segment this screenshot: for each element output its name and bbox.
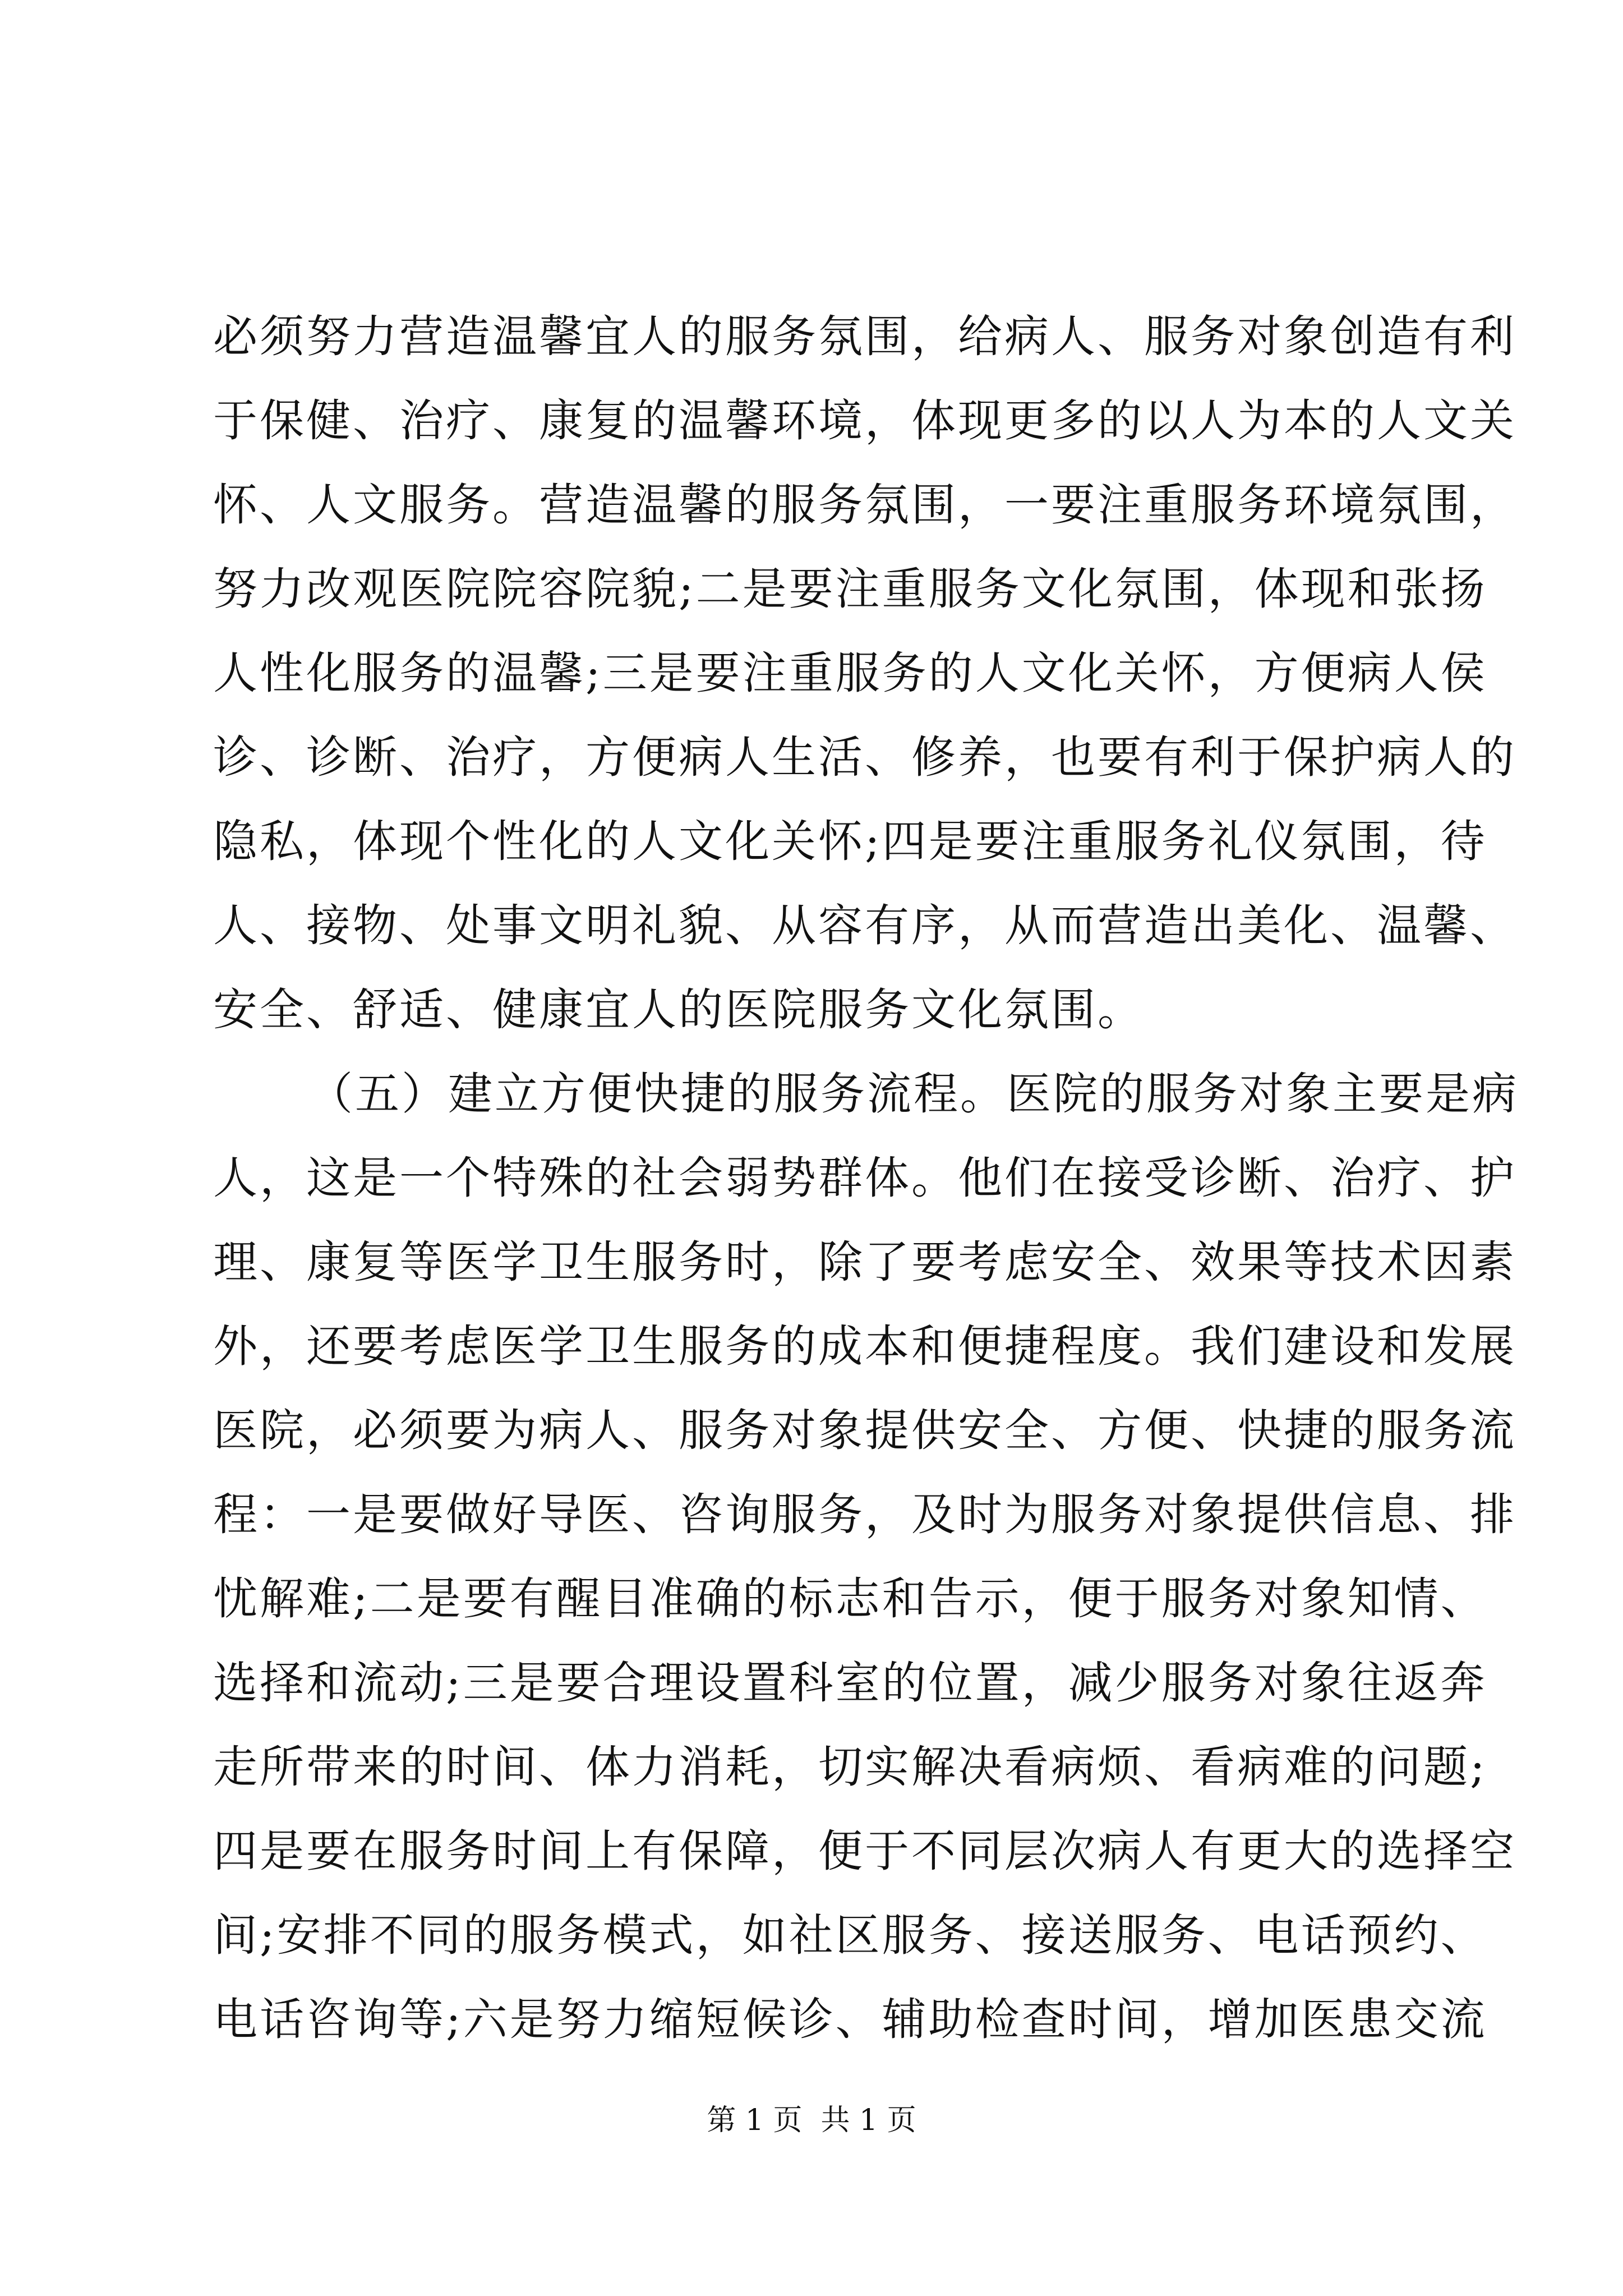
text-line: 于保健、治疗、康复的温馨环境，体现更多的以人为本的人文关 [213,395,1516,447]
text-line: 人性化服务的温馨;三是要注重服务的人文化关怀，方便病人侯 [213,647,1487,699]
text-line: 安全、舒适、健康宜人的医院服务文化氛围。 [213,984,1144,1036]
paragraph-first-line: （五）建立方便快捷的服务流程。医院的服务对象主要是病 [308,1068,1519,1120]
text-line: 四是要在服务时间上有保障，便于不同层次病人有更大的选择空 [213,1825,1516,1877]
text-line: 间;安排不同的服务模式，如社区服务、接送服务、电话预约、 [213,1910,1487,1961]
text-line: 隐私，体现个性化的人文化关怀;四是要注重服务礼仪氛围，待 [213,816,1487,867]
text-line: 程：一是要做好导医、咨询服务，及时为服务对象提供信息、排 [213,1489,1516,1540]
text-line: 怀、人文服务。营造温馨的服务氛围，一要注重服务环境氛围， [213,479,1516,531]
text-line: 忧解难;二是要有醒目准确的标志和告示，便于服务对象知情、 [213,1573,1487,1625]
page-number-footer: 第 1 页 共 1 页 [707,2104,916,2137]
text-line: 人、接物、处事文明礼貌、从容有序，从而营造出美化、温馨、 [213,900,1516,951]
text-line: 人，这是一个特殊的社会弱势群体。他们在接受诊断、治疗、护 [213,1152,1516,1204]
text-line: 选择和流动;三是要合理设置科室的位置，减少服务对象往返奔 [213,1657,1487,1709]
text-line: 走所带来的时间、体力消耗，切实解决看病烦、看病难的问题; [213,1741,1487,1793]
text-line: 外，还要考虑医学卫生服务的成本和便捷程度。我们建设和发展 [213,1320,1516,1372]
text-line: 必须努力营造温馨宜人的服务氛围，给病人、服务对象创造有利 [213,311,1516,362]
text-line: 医院，必须要为病人、服务对象提供安全、方便、快捷的服务流 [213,1405,1516,1456]
text-line: 理、康复等医学卫生服务时，除了要考虑安全、效果等技术因素 [213,1236,1516,1288]
text-line: 努力改观医院院容院貌;二是要注重服务文化氛围，体现和张扬 [213,563,1487,615]
text-line: 电话咨询等;六是努力缩短候诊、辅助检查时间，增加医患交流 [213,1994,1487,2045]
text-line: 诊、诊断、治疗，方便病人生活、修养，也要有利于保护病人的 [213,731,1516,783]
